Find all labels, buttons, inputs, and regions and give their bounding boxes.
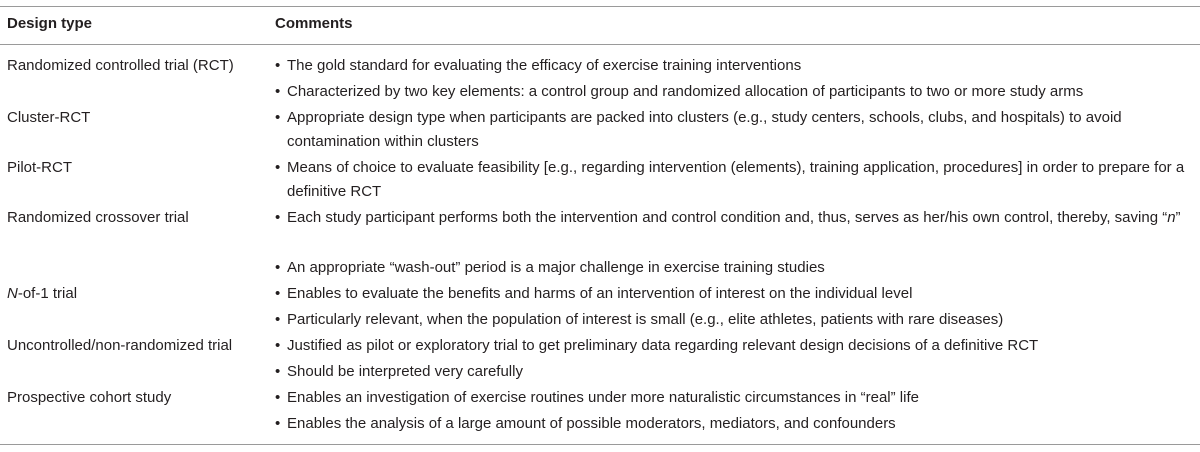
bullet-icon: • [275, 311, 281, 328]
comment-text: The gold standard for evaluating the efficacy of exercise training interventions [287, 57, 802, 74]
comment-text: Should be interpreted very carefully [287, 363, 523, 380]
comment-text: Appropriate design type when participants are packed into clusters (e.g., study centers, schools, clubs, and hospitals) to avoid contamination within clusters [287, 109, 1122, 150]
row-comment [275, 206, 1195, 230]
bullet-icon: • [275, 159, 281, 176]
row-design-n-of-1 [7, 282, 265, 306]
row-comment [275, 412, 1195, 436]
row-design-cohort: Prospective cohort study [7, 389, 172, 406]
comment-text: Characterized by two key elements: a control group and randomized allocation of participants to two or more study arms [287, 83, 1084, 100]
table-bottom-rule [0, 444, 1200, 445]
row-design-cluster-rct: Cluster-RCT [7, 109, 91, 126]
bullet-icon: • [275, 285, 281, 302]
bullet-icon: • [275, 415, 281, 432]
bullet-icon: • [275, 389, 281, 406]
row-design-pilot-rct: Pilot-RCT [7, 159, 73, 176]
header-design-type: Design type [7, 15, 93, 32]
table-top-rule [0, 6, 1200, 7]
row-comment [275, 334, 1195, 358]
comment-text: Enables to evaluate the benefits and harms of an intervention of interest on the individual level [287, 285, 913, 302]
comment-text: Each study participant performs both the intervention and control condition and, thus, serves as her/his own control, thereby, saving “n” [287, 209, 1181, 226]
row-design-uncontrolled: Uncontrolled/non-randomized trial [7, 337, 233, 354]
row-comment [275, 156, 1195, 204]
row-comment [275, 106, 1195, 154]
bullet-icon: • [275, 83, 281, 100]
bullet-icon: • [275, 337, 281, 354]
row-design-crossover: Randomized crossover trial [7, 209, 189, 226]
comment-text: Enables an investigation of exercise routines under more naturalistic circumstances in “real” life [287, 389, 919, 406]
bullet-icon: • [275, 57, 281, 74]
table-header-rule [0, 44, 1200, 45]
row-comment [275, 360, 1195, 384]
bullet-icon: • [275, 363, 281, 380]
design-text: -of-1 trial [17, 285, 78, 302]
row-comment [275, 386, 1195, 410]
bullet-icon: • [275, 209, 281, 226]
comment-text: Justified as pilot or exploratory trial to get preliminary data regarding relevant design decisions of a definitive RCT [287, 337, 1039, 354]
row-comment [275, 54, 1195, 78]
comment-text: An appropriate “wash-out” period is a major challenge in exercise training studies [287, 259, 825, 276]
row-design-rct: Randomized controlled trial (RCT) [7, 57, 234, 74]
bullet-icon: • [275, 109, 281, 126]
comment-text: Means of choice to evaluate feasibility [e.g., regarding intervention (elements), training application, procedures] in order to prepare for a definitive RCT [287, 159, 1185, 200]
row-comment [275, 282, 1195, 306]
header-comments: Comments [275, 15, 353, 32]
row-comment [275, 308, 1195, 332]
bullet-icon: • [275, 259, 281, 276]
comment-text: Particularly relevant, when the population of interest is small (e.g., elite athletes, patients with rare diseases) [287, 311, 1004, 328]
row-comment [275, 256, 1195, 280]
row-comment [275, 80, 1195, 104]
design-italic-n: N [7, 285, 18, 302]
comment-text: Enables the analysis of a large amount of possible moderators, mediators, and confounders [287, 415, 896, 432]
